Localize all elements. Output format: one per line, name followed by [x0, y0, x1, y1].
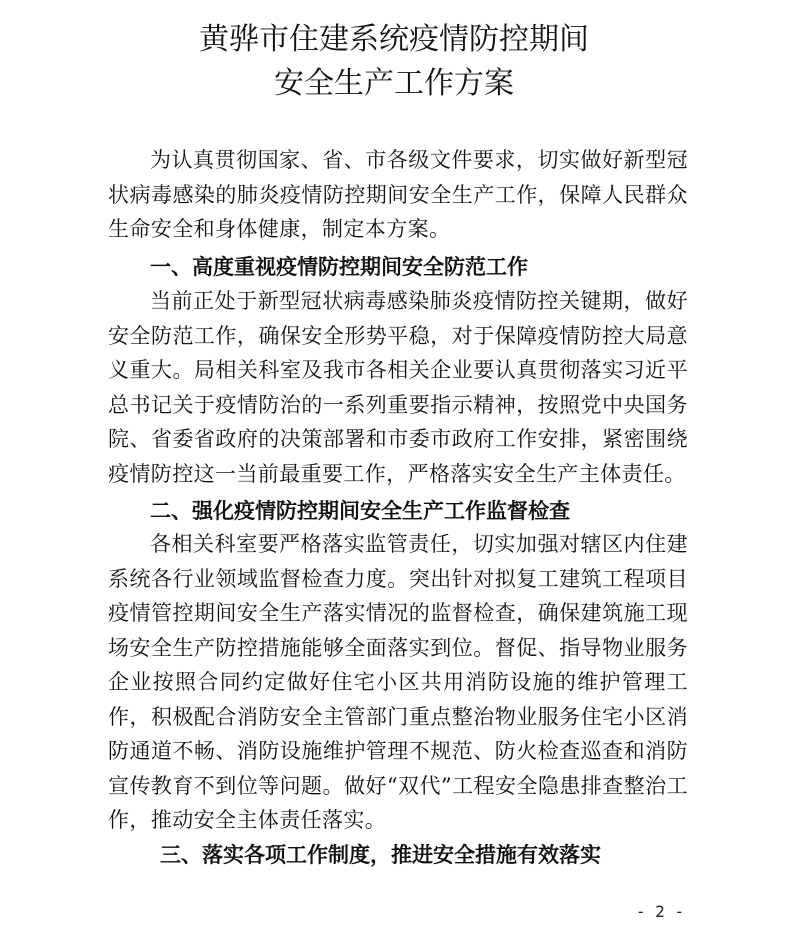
- document-title-line-1: 黄骅市住建系统疫情防控期间: [199, 22, 589, 57]
- page-number: - 2 -: [635, 902, 685, 921]
- intro-paragraph: 为认真贯彻国家、省、市各级文件要求，切实做好新型冠状病毒感染的肺炎疫情防控期间安全生产工作，保障人民群众生命安全和身体健康，制定本方案。: [108, 148, 688, 241]
- section-paragraph-1: 当前正处于新型冠状病毒感染肺炎疫情防控关键期，做好安全防范工作，确保安全形势平稳，对于保障疫情防控大局意义重大。局相关科室及我市各相关企业要认真贯彻落实习近平总书记关于疫情防治的一系列重要指示精神，按照党中央国务院、省委省政府的决策部署和市委市政府工作安排，紧密围绕疫情防控这一当前最重要工作，严格落实安全生产主体责任。: [108, 289, 688, 486]
- section-paragraph-2: 各相关科室要严格落实监管责任，切实加强对辖区内住建系统各行业领域监督检查力度。突出针对拟复工建筑工程项目疫情管控期间安全生产落实情况的监督检查，确保建筑施工现场安全生产防控措施能够全面落实到位。督促、指导物业服务企业按照合同约定做好住宅小区共用消防设施的维护管理工作，积极配合消防安全主管部门重点整治物业服务住宅小区消防通道不畅、消防设施维护管理不规范、防火检查巡查和消防宣传教育不到位等问题。做好“双代”工程安全隐患排查整治工作，推动安全主体责任落实。: [108, 532, 688, 832]
- section-heading-2: 二、强化疫情防控期间安全生产工作监督检查: [150, 499, 570, 523]
- section-heading-1: 一、高度重视疫情防控期间安全防范工作: [150, 255, 528, 279]
- section-heading-3: 三、落实各项工作制度，推进安全措施有效落实: [160, 843, 601, 867]
- document-title-line-2: 安全生产工作方案: [274, 66, 514, 101]
